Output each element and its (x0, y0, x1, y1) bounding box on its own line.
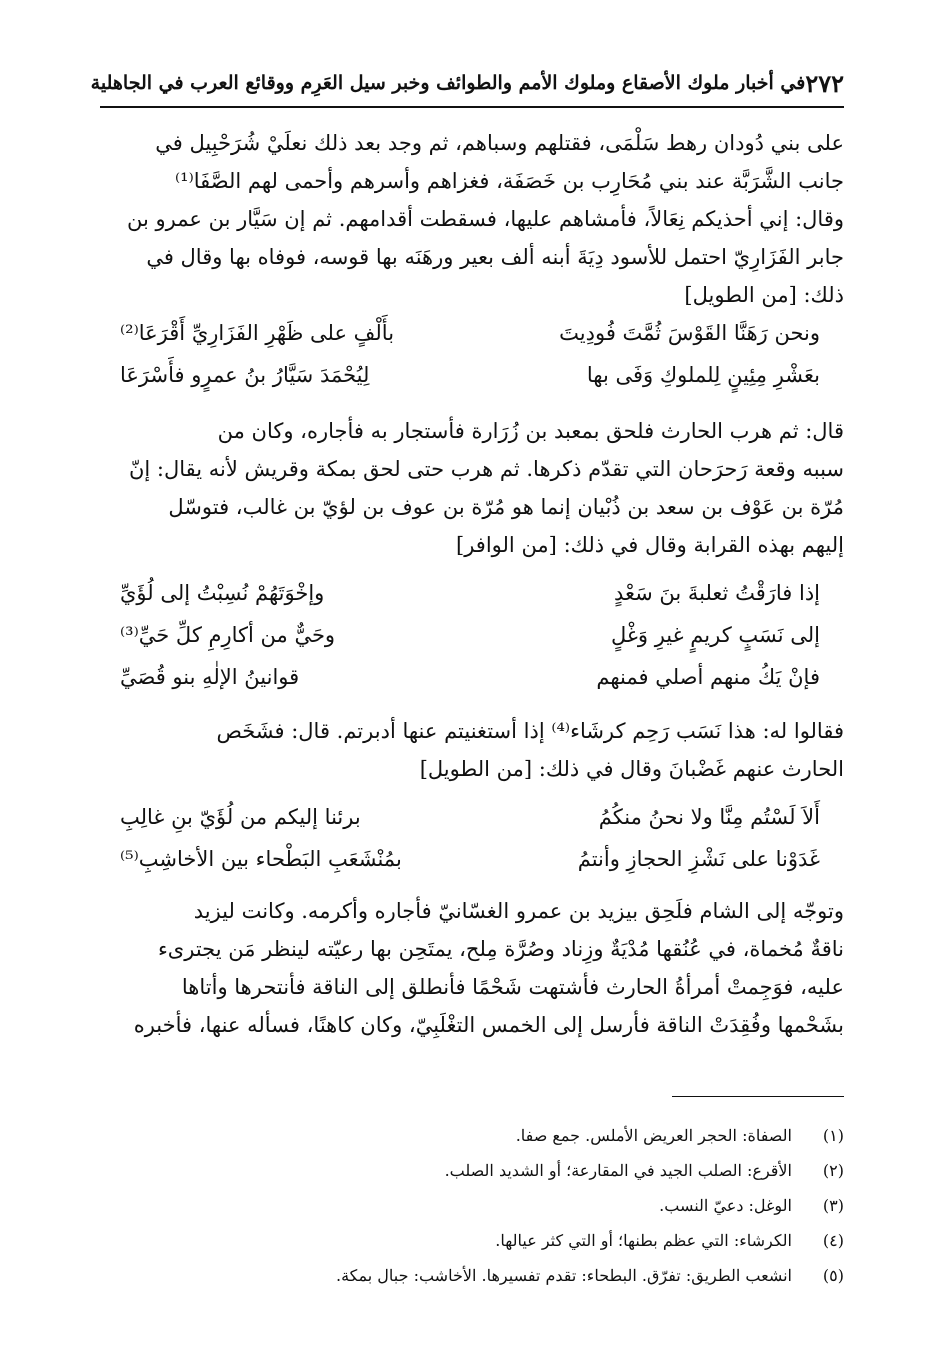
line-text: الحارث عنهم غَضْبانَ وقال في ذلك: (538, 757, 844, 781)
verse-first-hemistich: إذا فارَقْتُ ثعلبةَ بنَ سَعْدٍ (613, 581, 820, 605)
verse-first-hemistich: بعَشْرِ مِئِينٍ لِلملوكِ وَفَى بها (586, 363, 820, 387)
footnote (100, 1118, 844, 1153)
verse-line (120, 312, 820, 354)
text-line-last (100, 750, 844, 788)
verse-second-hemistich: لِيُحْمَدَ سَيَّارُ بنُ عمرٍو فأَسْرَعَا (120, 363, 370, 387)
verse-second-hemistich: برئنا إليكم من لُؤَيّ بنِ غالِبِ (120, 805, 361, 829)
text-line: عليه، فوَجِمتْ أمرأةُ الحارث فأشتهت شَحْمًا فأنطلق إلى الناقة فأنتحرها وأتاها (181, 975, 844, 999)
paragraph-3 (100, 712, 844, 788)
footnote (100, 1258, 844, 1293)
verse-first-hemistich: أَلاَ لَسْتُم مِنَّا ولا نحنُ منكُمُ (598, 805, 820, 829)
verse-line (120, 838, 820, 880)
meter-label: [من الطويل] (684, 283, 797, 307)
footnotes (100, 1118, 844, 1293)
text-line: وقال: إني أحذيكم نِعَالاً، فأمشاهم عليها، فسقطت أقدامهم. ثم إن سَيَّار بن عمرو بن (127, 207, 844, 231)
verse-block-1 (120, 312, 820, 396)
verse-first-hemistich: فإنْ يَكُ منهم أصلي فمنهم (596, 665, 820, 689)
text-line: مُرّة بن عَوْف بن سعد بن ذُبْيان إنما هو مُرّة بن عوف بن لؤيّ بن غالب، فتوسّل (168, 495, 844, 519)
footnote-text: الوغل: دعيّ النسب. (659, 1196, 792, 1215)
line-text: إليهم بهذه القرابة وقال في ذلك: (563, 533, 844, 557)
footnote-text: الكرشاء: التي عظم بطنها؛ أو التي كثر عيالها. (495, 1231, 792, 1250)
footnote-text: الصفاة: الحجر العريض الأملس. جمع صفا. (515, 1126, 792, 1145)
running-title: في أخبار ملوك الأصقاع وملوك الأمم والطوائف وخبر سيل العَرِم ووقائع العرب في الجاهلية (90, 72, 806, 94)
verse-second-hemistich: وإخْوَتَهُمْ نُسِبْتُ إلى لُؤَيِّ (120, 581, 325, 605)
footnote-text: انشعب الطريق: تفرّق. البطحاء: تقدم تفسيرها. الأخاشب: جبال بمكة. (335, 1266, 792, 1285)
footnote (100, 1153, 844, 1188)
paragraph-2 (100, 412, 844, 564)
text-line-last (100, 276, 844, 314)
verse-first-hemistich: إلى نَسَبٍ كريمٍ غيرِ وَغْلٍ (611, 623, 820, 647)
verse-second-hemistich: وحَيٌّ من أكارِمِ كلِّ حَيِّ⁽³⁾ (120, 623, 336, 647)
verse-second-hemistich: بأَلْفٍ على ظَهْرِ الفَزَارِيِّ أَقْرَعَا⁽²⁾ (120, 321, 395, 345)
footnote-rule (672, 1096, 844, 1097)
text-line: على بني دُودان رهط سَلْمَى، فقتلهم وسباهم، ثم وجد بعد ذلك نعلَيْ شُرَحْبِيل في (155, 131, 844, 155)
footnote (100, 1223, 844, 1258)
verse-line (120, 354, 820, 396)
verse-block-3 (120, 796, 820, 880)
text-line: ناقةٌ مُخماة، في عُنُقها مُدْيَةٌ وزِناد وصُرَّة مِلح، يمتَحِن بها رعيّته لينظر مَن يجترىء (157, 937, 844, 961)
text-line: فقالوا له: هذا نَسَب رَحِم كرشَاء⁽⁴⁾ إذا أستغنيتم عنها أدبرتم. قال: فشَخَص (216, 719, 844, 743)
page-header (90, 60, 844, 106)
verse-block-2 (120, 572, 820, 698)
footnote-number: (٤) (822, 1231, 844, 1250)
text-line: بشَحْمها وفُقِدَتْ الناقة فأرسل إلى الخمس التغْلَبِيّ، وكان كاهنًا، فسأله عنها، فأخبره (133, 1013, 844, 1037)
text-line: سببه وقعة رَحرَحان التي تقدّم ذكرها. ثم هرب حتى لحق بمكة وقريش لأنه يقال: إنّ (128, 457, 844, 481)
paragraph-1 (100, 124, 844, 314)
verse-line (120, 572, 820, 614)
page-number: ٢٧٢ (805, 68, 844, 98)
verse-second-hemistich: قوانينُ الإلٰهِ بنو قُصَيِّ (120, 665, 300, 689)
text-line: جانب الشَّرَبَّة عند بني مُحَارِب بن خَصَفَة، فغزاهم وأسرهم وأحمى لهم الصَّفَا⁽¹⁾ (174, 169, 844, 193)
verse-second-hemistich: بمُنْشَعَبِ البَطْحاء بين الأخاشِبِ⁽⁵⁾ (120, 847, 402, 871)
text-line-last (100, 526, 844, 564)
text-line: جابر الفَزَارِيّ احتمل للأسود دِيَةَ أبنه ألف بعير ورهَنَه بها قوسه، فوفاه بها وقال في (146, 245, 844, 269)
footnote-number: (٥) (822, 1266, 844, 1285)
footnote-text: الأقرع: الصلب الجيد في المقارعة؛ أو الشديد الصلب. (444, 1161, 792, 1180)
paragraph-4 (100, 892, 844, 1044)
footnote-number: (١) (822, 1126, 844, 1145)
footnote-number: (٢) (822, 1161, 844, 1180)
header-rule (100, 106, 844, 108)
verse-first-hemistich: ونحن رَهَنَّا القَوْسَ ثُمَّتَ فُودِيتَ (559, 321, 820, 345)
verse-line (120, 614, 820, 656)
verse-line (120, 656, 820, 698)
footnote-number: (٣) (822, 1196, 844, 1215)
text-line: وتوجّه إلى الشام فلَحِق بيزيد بن عمرو الغسّانيّ فأجاره وأكرمه. وكانت ليزيد (193, 899, 844, 923)
meter-label: [من الوافر] (456, 533, 557, 557)
verse-first-hemistich: غَدَوْنا على نَشْزِ الحجازِ وأنتمُ (577, 847, 820, 871)
text-line: قال: ثم هرب الحارث فلحق بمعبد بن زُرَارة فأستجار به فأجاره، وكان من (217, 419, 844, 443)
verse-line (120, 796, 820, 838)
line-text: ذلك: (803, 283, 844, 307)
footnote (100, 1188, 844, 1223)
meter-label: [من الطويل] (419, 757, 533, 781)
